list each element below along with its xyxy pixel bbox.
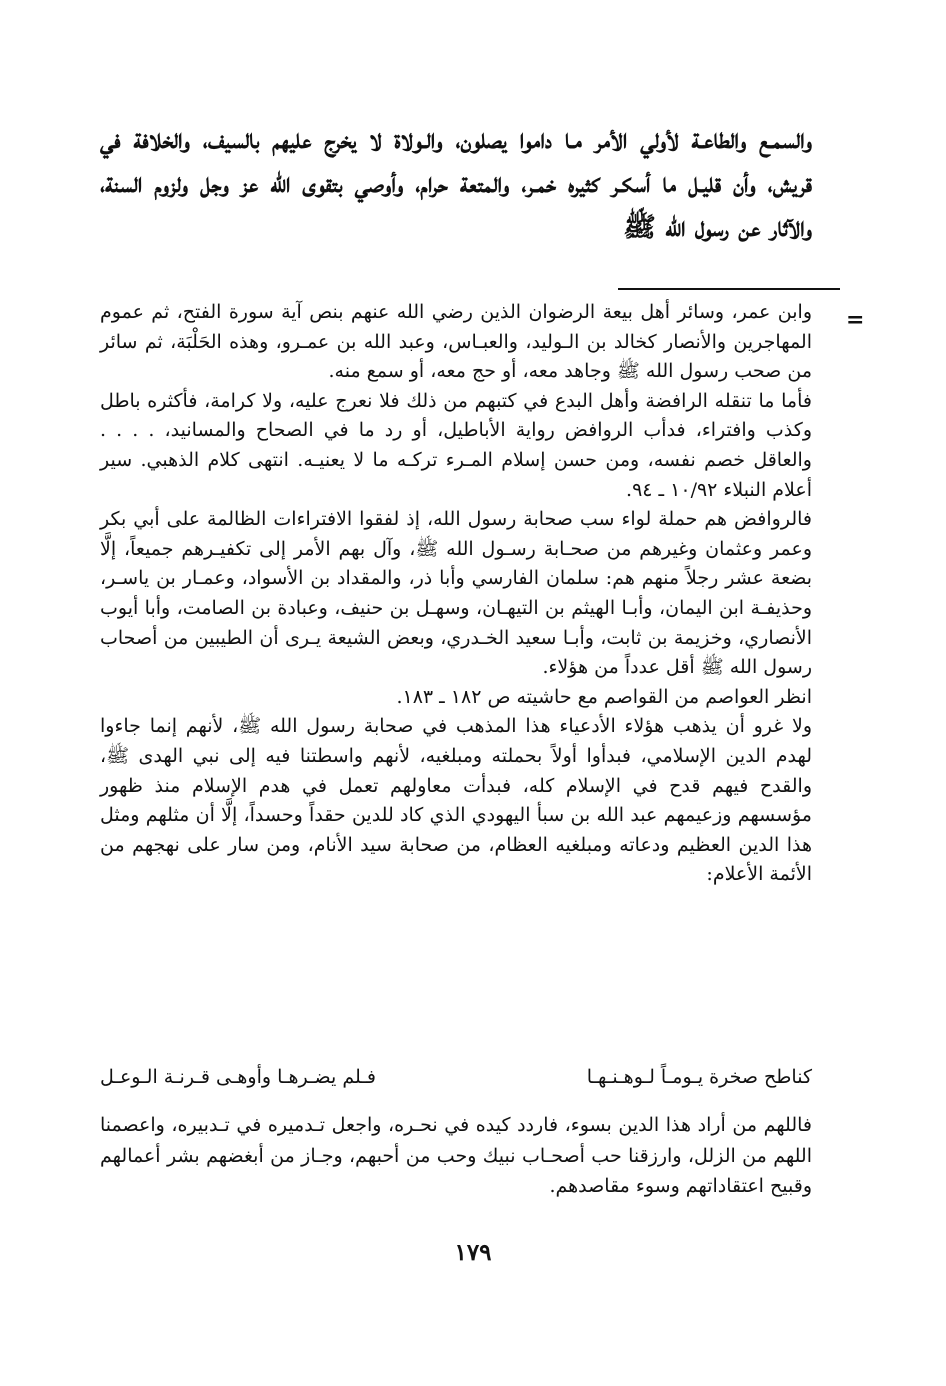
poem-verse	[100, 1062, 812, 1096]
footnote-paragraph: فالروافض هم حملة لواء سب صحابة رسول الله، إذ لفقوا الافتراءات الظالمة على أبي بكر وعمر وعثمان وغيرهم من صحـابة رسـول الله ﷺ، وآل بهم الأمر إلى تكفيـرهم جميعاً، إلَّا بضعة عشر رجلاً منهم هم: سلمان الفارسي وأبا ذر، والمقداد بن الأسواد، وعمـار بن ياسـر، وحذيفـة ابن اليمان، وأبـا الهيثم بن التيهـان، وسهـل بن حنيف، وعبادة بن الصامت، وأبا أيوب الأنصاري، وخزيمة بن ثابت، وأبـا سعيد الخـدري، وبعض الشيعة يـرى أن الطيبين من أصحاب رسول الله ﷺ أقل عدداً من هؤلاء.	[100, 508, 812, 679]
footnote-paragraph: وابن عمر، وسائر أهل بيعة الرضوان الذين رضي الله عنهم بنص آية سورة الفتح، ثم عموم المهاجرين والأنصار كخالد بن الـوليد، والعبـاس، وعبد الله بن عمـرو، وهذه الحَلْبَة، ثم سائر من صحب رسول الله ﷺ وجاهد معه، أو حج معه، أو سمع منه.	[100, 301, 812, 383]
main-text-block	[100, 118, 812, 250]
footnote-continuation-mark: =	[846, 307, 865, 333]
footnote-separator-line	[618, 288, 840, 290]
closing-prayer-block	[100, 1110, 812, 1202]
closing-paragraph: فاللهم من أراد هذا الدين بسوء، فاردد كيده في نحـره، واجعل تـدميره في تـدبيره، واعصمنا اللهم من الزلل، وارزقنا حب أصحـاب نبيك وحب من أحبهم، وجـاز من أبغضهم بشر أعمالهم وقبيح اعتقاداتهم وسوء مقاصدهم.	[100, 1114, 812, 1197]
poem-first-hemistich: كناطح صخرة يـومـاً لـوهـنـهـا	[586, 1066, 812, 1088]
footnote-paragraph: انظر العواصم من القواصم مع حاشيته ص ١٨٢ ـ ١٨٣.	[396, 685, 812, 708]
main-paragraph: والسمـع والطاعـة لأولي الأمر مـا داموا يصلون، والـولاة لا يخرج عليهم بالسيف، والخلافة في قريش، وأن قليـل ما أسكـر كثيره خمـر، والمتعة حرام، وأوصي بتقوى الله عز وجل ولزوم السنة، والآثار عن رسول الله ﷺ	[100, 124, 812, 243]
page-number: ١٧٩	[454, 1239, 492, 1266]
footnote-paragraph: فأما ما تنقله الرافضة وأهل البدع في كتبهم من ذلك فلا نعرج عليه، ولا كرامة، فأكثره باطل وكذب وافتراء، فدأب الروافض رواية الأباطيل، أو رد ما في الصحاح والمسانيد، . . . . والعاقل خصم نفسه، ومن حسن إسلام المـرء تركـه ما لا يعنيـه. انتهى كلام الذهبي. سير أعلام النبلاء ١٠/٩٢ ـ ٩٤.	[100, 389, 812, 501]
poem-second-hemistich: فـلم يضـرهـا وأوهـى قـرنـة الـوعـل	[100, 1066, 376, 1088]
footnote-paragraph: ولا غرو أن يذهب هؤلاء الأدعياء هذا المذهب في صحابة رسول الله ﷺ، لأنهم إنما جاءوا لهدم الدين الإسلامي، فبدأوا أولاً بحملته ومبلغيه، لأنهم واسطتنا فيه إلى نبي الهدى ﷺ، والقدح فيهم قدح في الإسلام كله، فبدأت معاولهم تعمل في هدم الإسلام منذ ظهور مؤسسهم وزعيمهم عبد الله بن سبأ اليهودي الذي كاد للدين حقداً وحسداً، إلَّا أن مثلهم ومثل هذا الدين العظيم ودعاته ومبلغيه العظام، من صحابة سيد الأنام، ومن سار على نهجهم من الأئمة الأعلام:	[100, 715, 812, 886]
footnotes-block	[100, 298, 812, 890]
